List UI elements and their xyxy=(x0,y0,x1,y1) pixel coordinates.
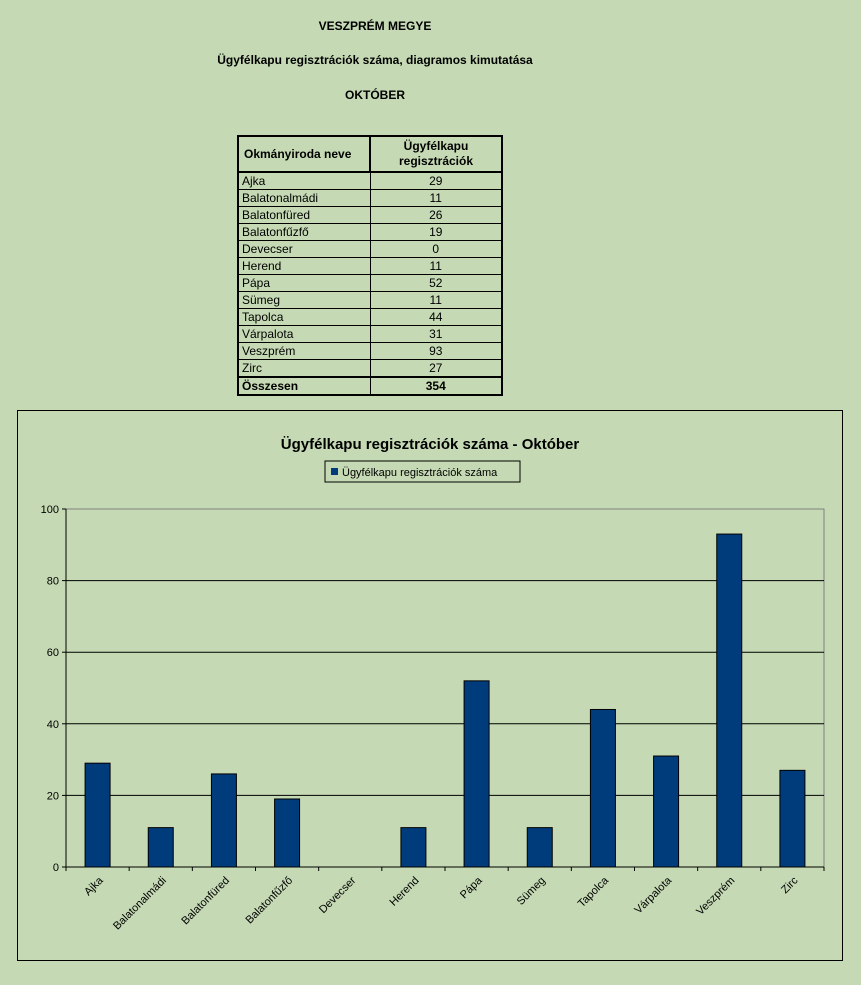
table-row xyxy=(238,343,502,360)
x-tick-label: Devecser xyxy=(317,874,359,916)
plot-area xyxy=(66,509,824,867)
x-tick-label: Balatonfüred xyxy=(179,874,233,928)
x-tick-label: Várpalota xyxy=(632,874,675,917)
report-subtitle: Ügyfélkapu regisztrációk száma, diagramos kimutatása xyxy=(217,53,533,67)
legend-label: Ügyfélkapu regisztrációk száma xyxy=(342,467,498,479)
y-tick-label: 80 xyxy=(46,575,59,588)
registration-count-cell: 27 xyxy=(370,360,502,378)
table-row xyxy=(238,241,502,258)
office-name-cell: Devecser xyxy=(238,241,370,258)
office-name-cell: Balatonfűzfő xyxy=(238,224,370,241)
bar-chart xyxy=(18,411,842,960)
y-tick-label: 0 xyxy=(52,862,59,874)
month-title: OKTÓBER xyxy=(345,88,405,102)
y-tick-label: 60 xyxy=(46,647,59,660)
x-tick-label: Balatonalmádi xyxy=(111,874,169,933)
registration-count-cell: 11 xyxy=(370,292,502,309)
office-name-cell: Zirc xyxy=(238,360,370,378)
registration-count-cell: 26 xyxy=(370,207,502,224)
x-tick-label: Herend xyxy=(387,874,422,909)
bar-zirc xyxy=(780,770,805,867)
column-header-line2: regisztrációk xyxy=(398,154,474,168)
bar-sümeg xyxy=(527,828,552,867)
table-row xyxy=(238,224,502,241)
office-name-cell: Tapolca xyxy=(238,309,370,326)
x-tick-label: Balatonfűzfő xyxy=(243,874,296,927)
bar-balatonfűzfő xyxy=(275,799,300,867)
bar-tapolca xyxy=(590,709,615,867)
legend-swatch xyxy=(331,468,338,475)
bar-veszprém xyxy=(717,534,742,867)
table-row xyxy=(238,360,502,378)
office-name-cell: Pápa xyxy=(238,275,370,292)
office-name-cell: Herend xyxy=(238,258,370,275)
registration-count-cell: 52 xyxy=(370,275,502,292)
office-name-cell: Várpalota xyxy=(238,326,370,343)
table-row xyxy=(238,309,502,326)
registration-count-cell: 29 xyxy=(370,172,502,190)
total-value-cell: 354 xyxy=(370,377,502,395)
x-tick-label: Ajka xyxy=(82,874,106,899)
column-header-registrations xyxy=(370,136,502,172)
table-row xyxy=(238,172,502,190)
total-row xyxy=(238,377,502,395)
office-name-cell: Ajka xyxy=(238,172,370,190)
chart-title: Ügyfélkapu regisztrációk száma - Október xyxy=(280,436,580,453)
x-tick-label: Veszprém xyxy=(694,874,738,918)
county-title: VESZPRÉM MEGYE xyxy=(318,19,432,33)
chart-area xyxy=(17,410,843,961)
registration-count-cell: 93 xyxy=(370,343,502,360)
registrations-table xyxy=(237,135,503,396)
table-row xyxy=(238,275,502,292)
column-header-office: Okmányiroda neve xyxy=(238,136,370,172)
table-row xyxy=(238,326,502,343)
table-header-row xyxy=(238,136,502,172)
table-row xyxy=(238,258,502,275)
x-tick-label: Zirc xyxy=(779,874,801,897)
bar-ajka xyxy=(85,763,110,867)
office-name-cell: Balatonfüred xyxy=(238,207,370,224)
registration-count-cell: 0 xyxy=(370,241,502,258)
bar-várpalota xyxy=(654,756,679,867)
office-name-cell: Balatonalmádi xyxy=(238,190,370,207)
office-name-cell: Sümeg xyxy=(238,292,370,309)
x-tick-label: Sümeg xyxy=(514,874,548,908)
bar-balatonfüred xyxy=(211,774,236,867)
y-tick-label: 100 xyxy=(40,504,59,516)
office-name-cell: Veszprém xyxy=(238,343,370,360)
bar-pápa xyxy=(464,681,489,867)
registration-count-cell: 11 xyxy=(370,190,502,207)
registration-count-cell: 19 xyxy=(370,224,502,241)
x-tick-label: Pápa xyxy=(458,874,485,902)
table-row xyxy=(238,292,502,309)
y-tick-label: 20 xyxy=(46,790,59,803)
bar-balatonalmádi xyxy=(148,828,173,867)
registration-count-cell: 11 xyxy=(370,258,502,275)
y-tick-label: 40 xyxy=(46,718,59,731)
table-row xyxy=(238,207,502,224)
column-header-line1: Ügyfélkapu xyxy=(403,139,469,153)
registration-count-cell: 44 xyxy=(370,309,502,326)
total-label-cell: Összesen xyxy=(238,377,370,395)
bar-herend xyxy=(401,828,426,867)
registration-count-cell: 31 xyxy=(370,326,502,343)
x-tick-label: Tapolca xyxy=(575,874,612,910)
table-row xyxy=(238,190,502,207)
